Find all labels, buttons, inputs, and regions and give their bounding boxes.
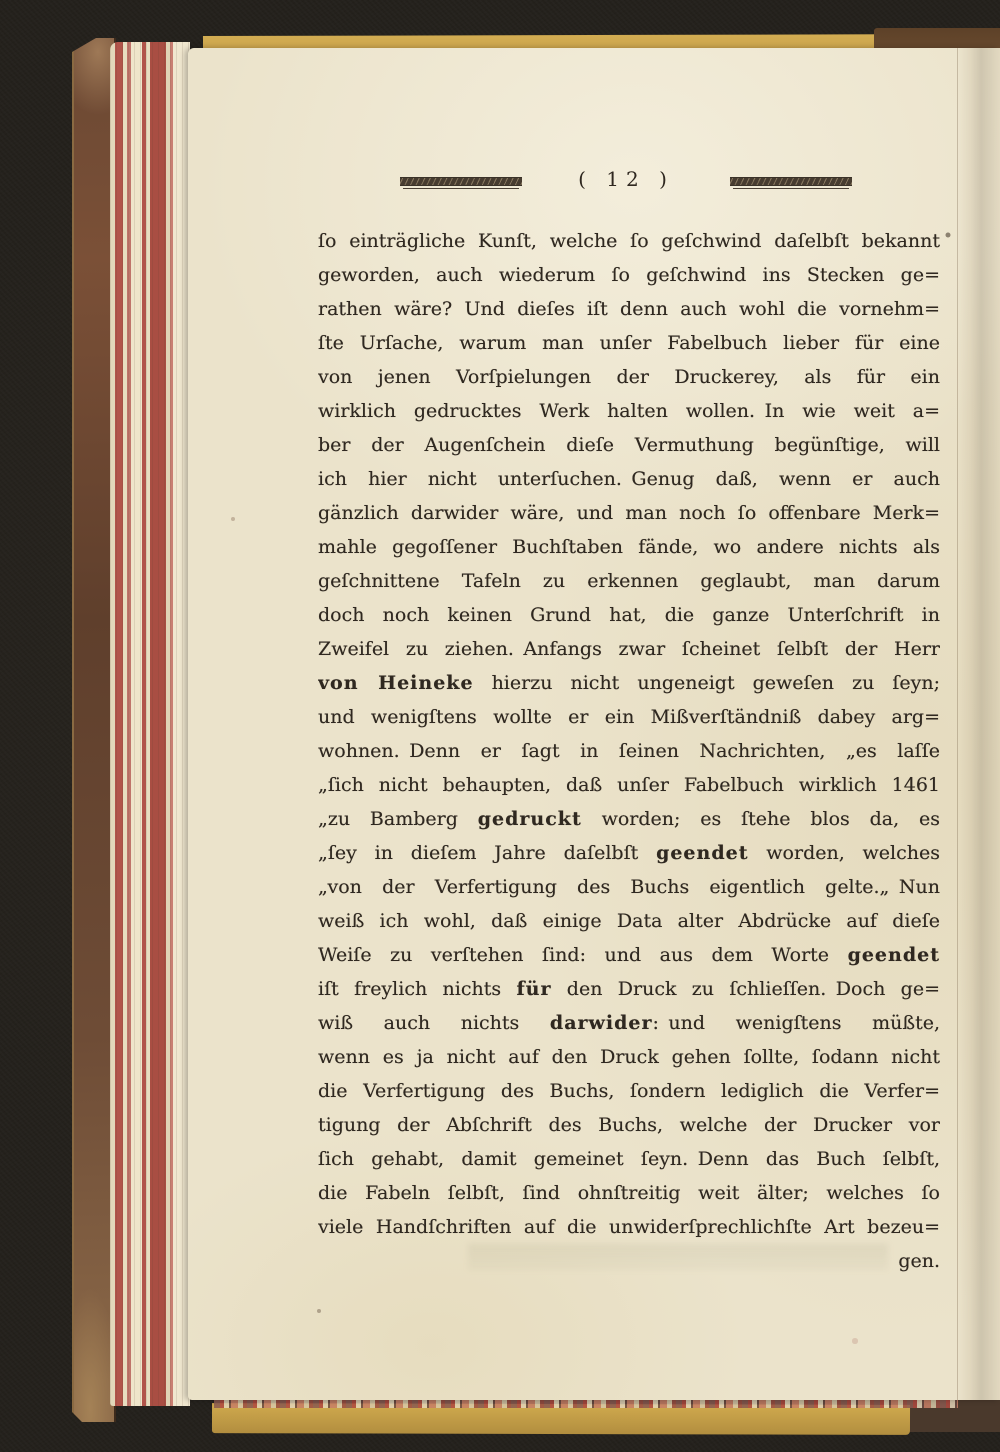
text-line [318, 938, 940, 972]
text-line [318, 632, 940, 666]
text-segment: wirklich gedrucktes Werk halten wollen. In wie weit a= [318, 400, 940, 422]
text-segment: Weiſe zu verſtehen ſind: und aus dem Worte [318, 944, 848, 966]
text-line [318, 1074, 940, 1108]
book-page [188, 48, 1000, 1400]
text-line [318, 1176, 940, 1210]
emphasized-word: geendet [656, 842, 749, 864]
text-segment: wohnen. Denn er ſagt in ſeinen Nachrichten, „es laſſe [318, 740, 940, 762]
text-line [318, 700, 940, 734]
text-segment: „ſich nicht behaupten, daß unſer Fabelbuch wirklich 1461 [318, 774, 940, 796]
text-segment: iſt freylich nichts [318, 978, 517, 1000]
text-line [318, 1210, 940, 1244]
text-segment: „ſey in dieſem Jahre daſelbſt [318, 842, 657, 864]
decorative-rule-left [400, 177, 522, 186]
text-segment: ſte Urſache, warum man unſer Fabelbuch lieber für eine [318, 332, 940, 354]
text-line [318, 394, 940, 428]
text-line [318, 1006, 940, 1040]
text-line [318, 768, 940, 802]
text-line [318, 496, 940, 530]
text-segment: hierzu nicht ungeneigt geweſen zu ſeyn; [473, 672, 940, 694]
text-line [318, 598, 940, 632]
text-line [318, 802, 940, 836]
emphasized-word: darwider [549, 1012, 653, 1034]
text-line [318, 326, 940, 360]
text-line [318, 734, 940, 768]
text-line [318, 1040, 940, 1074]
text-segment: worden; es ſtehe blos da, es [581, 808, 940, 830]
text-line [318, 258, 940, 292]
text-line [318, 360, 940, 394]
text-segment: die Fabeln ſelbſt, ſind ohnſtreitig weit älter; welches ſo [318, 1182, 940, 1204]
text-segment: viele Handſchriften auf die unwiderſprechlichſte Art bezeu= [318, 1216, 940, 1238]
text-line [318, 904, 940, 938]
foxing-specks [188, 48, 190, 50]
text-line [318, 666, 940, 700]
text-segment: doch noch keinen Grund hat, die ganze Unterſchrift in [318, 604, 940, 626]
text-line [318, 462, 940, 496]
text-line [318, 1142, 940, 1176]
emphasized-word: gedruckt [477, 808, 582, 830]
text-segment: „von der Verfertigung des Buchs eigentlich gelte.„ Nun [318, 876, 940, 898]
text-line [318, 1108, 940, 1142]
text-segment: tigung der Abſchrift des Buchs, welche der Drucker vor [318, 1114, 940, 1136]
text-line [318, 428, 940, 462]
text-segment: wiß auch nichts [318, 1012, 550, 1034]
text-line [318, 292, 940, 326]
text-segment: wenn es ja nicht auf den Druck gehen ſollte, ſodann nicht [318, 1046, 940, 1068]
page-number: ( 12 ) [578, 167, 674, 191]
text-segment: ich hier nicht unterſuchen. Genug daß, wenn er auch [318, 468, 940, 490]
emphasized-word: für [516, 978, 552, 1000]
text-line [318, 836, 940, 870]
text-segment: geſchnittene Tafeln zu erkennen geglaubt, man darum [318, 570, 940, 592]
text-line [318, 972, 940, 1006]
text-segment: worden, welches [748, 842, 940, 864]
text-segment: mahle gegoſſener Buchſtaben fände, wo andere nichts als [318, 536, 940, 558]
text-segment: „zu Bamberg [318, 808, 478, 830]
text-segment: von jenen Vorſpielungen der Druckerey, als für ein [318, 366, 940, 388]
text-segment: Zweifel zu ziehen. Anfangs zwar ſcheinet ſelbſt der Herr [318, 638, 940, 660]
decorative-rule-right [730, 177, 852, 186]
text-line [318, 870, 940, 904]
text-segment: und wenigſtens wollte er ein Mißverſtändniß dabey arg= [318, 706, 940, 728]
catchword: gen. [898, 1250, 940, 1272]
text-line [318, 224, 940, 258]
text-segment: den Druck zu ſchlieſſen. Doch ge= [551, 978, 940, 1000]
text-segment: geworden, auch wiederum ſo geſchwind ins Stecken ge= [318, 264, 940, 286]
text-segment: ſo einträgliche Kunſt, welche ſo geſchwind daſelbſt bekannt [318, 230, 940, 252]
text-line [318, 564, 940, 598]
text-segment: : und wenigſtens müßte, [652, 1012, 940, 1034]
text-segment: ſich gehabt, damit gemeinet ſeyn. Denn das Buch ſelbſt, [318, 1148, 940, 1170]
emphasized-word: von Heineke [318, 672, 474, 694]
text-block [318, 224, 940, 1278]
text-segment: ber der Augenſchein dieſe Vermuthung begünſtige, will [318, 434, 940, 456]
gutter-shadow [957, 48, 1000, 1400]
emphasized-word: geendet [847, 944, 940, 966]
page-edges-red-stripes [110, 42, 190, 1406]
running-head [400, 167, 852, 192]
text-segment: die Verfertigung des Buchs, ſondern lediglich die Verfer= [318, 1080, 940, 1102]
text-segment: weiß ich wohl, daß einige Data alter Abdrücke auf dieſe [318, 910, 940, 932]
text-segment: rathen wäre? Und dieſes iſt denn auch wohl die vornehm= [318, 298, 940, 320]
text-line [318, 530, 940, 564]
text-segment: gänzlich darwider wäre, und man noch ſo offenbare Merk= [318, 502, 940, 524]
